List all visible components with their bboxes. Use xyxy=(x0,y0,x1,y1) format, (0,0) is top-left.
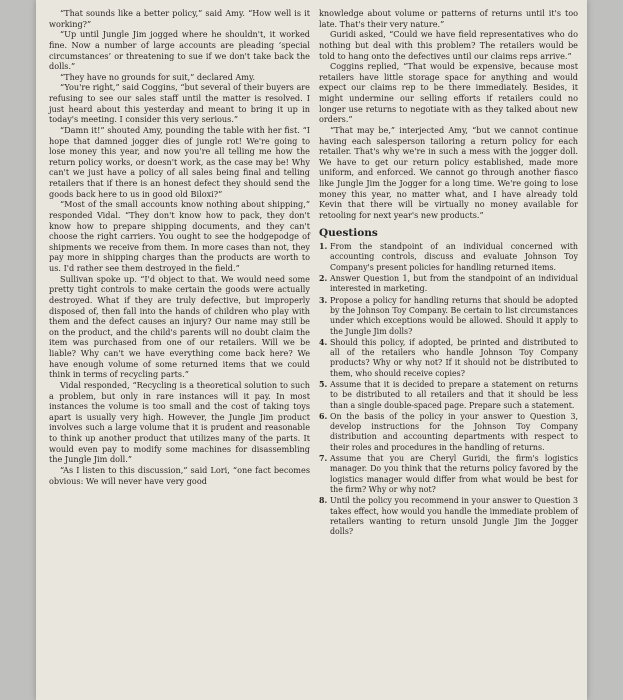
question-text: From the standpoint of an individual concerned with accounting controls, discuss and evaluate Johnson Toy Company's present policies for handling returned items. xyxy=(330,242,578,272)
question-text: Until the policy you recommend in your answer to Question 3 takes effect, how would you handle the immediate problem of retailers wanting to return unsold Jungle Jim the Jogger dolls? xyxy=(330,496,578,537)
paragraph: “That may be,” interjected Amy, “but we cannot continue having each salesperson tailoring a return policy for each retailer. That's why we're in such a mess with the jogger doll. We have to get our return policy established, made more uniform, and enforced. We cannot go through another fiasco like Jungle Jim the Jogger for a long time. We're going to lose money this year, no matter what, and I have already told Kevin that there will be virtually no money available for retooling for next year's new products.” xyxy=(319,124,578,220)
question-text: Assume that it is decided to prepare a statement on returns to be distributed to all retailers and that it should be less than a single double-spaced page. Prepare such a statement. xyxy=(330,379,578,410)
paragraph: “You're right,” said Coggins, “but several of their buyers are refusing to see our sales staff until the matter is resolved. I just heard about this yesterday and meant to bring it up in today's meeting. I consider this very serious.” xyxy=(49,82,310,125)
question-number: 4. xyxy=(319,337,328,347)
questions-heading: Questions xyxy=(319,226,378,239)
paragraph: “Most of the small accounts know nothing about shipping,” responded Vidal. “They don't know how to pack, they don't know how to prepare shipping documents, and they can't choose the right carriers. You ought to see the hodgepodge of shipments we receive from them. In more cases than not, they pay more in shipping charges than the products are worth to us. I'd rather see them destroyed in the field.” xyxy=(49,199,310,273)
question-item xyxy=(319,296,578,337)
question-item xyxy=(319,338,578,379)
paragraph: Coggins replied, “That would be expensive, because most retailers have little storage space for anything and would expect our claims rep to be there immediately. Besides, it might undermine our selling efforts if retailers could no longer use returns to negotiate with as they talked about new orders.” xyxy=(319,61,578,125)
book-page xyxy=(36,0,587,700)
paragraph: “Damn it!” shouted Amy, pounding the table with her fist. “I hope that damned jogger dies of jungle rot! We're going to lose money this year, and now you're all telling me how the return policy works, or doesn't work, as the case may be! Why can't we just have a policy of all sales being final and telling retailers that if there is an honest defect they should send the goods back here to us in good old Biloxi?” xyxy=(49,124,310,199)
paragraph: Vidal responded, “Recycling is a theoretical solution to such a problem, but only in rare instances will it pay. In most instances the volume is too small and the cost of taking toys apart is usually very high. However, the Jungle Jim product involves such a large volume that it is prudent and reasonable to think up another product that utilizes many of the parts. It would even pay to modify some machines for disassembling the Jungle Jim doll.” xyxy=(49,379,310,465)
question-item xyxy=(319,242,578,273)
question-item xyxy=(319,496,578,537)
question-number: 7. xyxy=(319,454,328,464)
question-text: Should this policy, if adopted, be printed and distributed to all of the retailers who handle Johnson Toy Company products? Why or why not? If it should not be distributed to them, who should receive copies? xyxy=(330,337,578,378)
questions-list xyxy=(319,242,578,537)
left-column xyxy=(49,8,310,486)
question-text: Answer Question 1, but from the standpoint of an individual interested in marketing. xyxy=(330,274,578,294)
paragraph: “Up until Jungle Jim jogged where he shouldn't, it worked fine. Now a number of large accounts are pleading ‘special circumstances’ or threatening to sue if we don't take back the dolls.” xyxy=(49,29,310,72)
question-text: On the basis of the policy in your answer to Question 3, develop instructions for the Johnson Toy Company distribution and accounting departments with respect to their roles and procedures in the handling of returns. xyxy=(330,411,578,452)
question-number: 5. xyxy=(319,379,328,389)
question-text: Propose a policy for handling returns that should be adopted by the Johnson Toy Company. Be certain to list circumstances under which exceptions would be allowed. Should it apply to the Jungle Jim dolls? xyxy=(330,295,578,336)
paragraph: “As I listen to this discussion,” said Lori, “one fact becomes obvious: We will never have very good xyxy=(49,464,310,486)
paragraph: “That sounds like a better policy,” said Amy. “How well is it working?” xyxy=(49,8,310,29)
paragraph: “They have no grounds for suit,” declared Amy. xyxy=(60,71,256,82)
question-number: 2. xyxy=(319,274,328,284)
question-item xyxy=(319,454,578,495)
question-number: 3. xyxy=(319,295,328,305)
paragraph: knowledge about volume or patterns of returns until it's too late. That's their very nature.” xyxy=(319,8,578,29)
paragraph: Sullivan spoke up. “I'd object to that. We would need some pretty tight controls to make certain the goods were actually destroyed. What if they are truly defective, but improperly disposed of, then fall into the hands of children who play with them and the defect causes an injury? Our name may still be on the product, and the child's parents will no doubt claim the item was purchased from one of our retailers. Will we be liable? Why can't we have everything come back here? We have enough volume of some returned items that we could think in terms of recycling parts.” xyxy=(49,273,310,380)
question-item xyxy=(319,380,578,411)
paragraph: Guridi asked, “Could we have field representatives who do nothing but deal with this problem? The retailers would be told to hang onto the defectives until our claims reps arrive.” xyxy=(319,29,578,61)
question-item xyxy=(319,274,578,295)
question-number: 6. xyxy=(319,411,328,421)
question-item xyxy=(319,412,578,453)
question-text: Assume that you are Cheryl Guridi, the firm's logistics manager. Do you think that the returns policy favored by the logistics manager would differ from what would be best for the firm? Why or why not? xyxy=(330,454,578,494)
question-number: 1. xyxy=(319,242,328,252)
question-number: 8. xyxy=(319,496,328,506)
right-column xyxy=(319,8,578,538)
